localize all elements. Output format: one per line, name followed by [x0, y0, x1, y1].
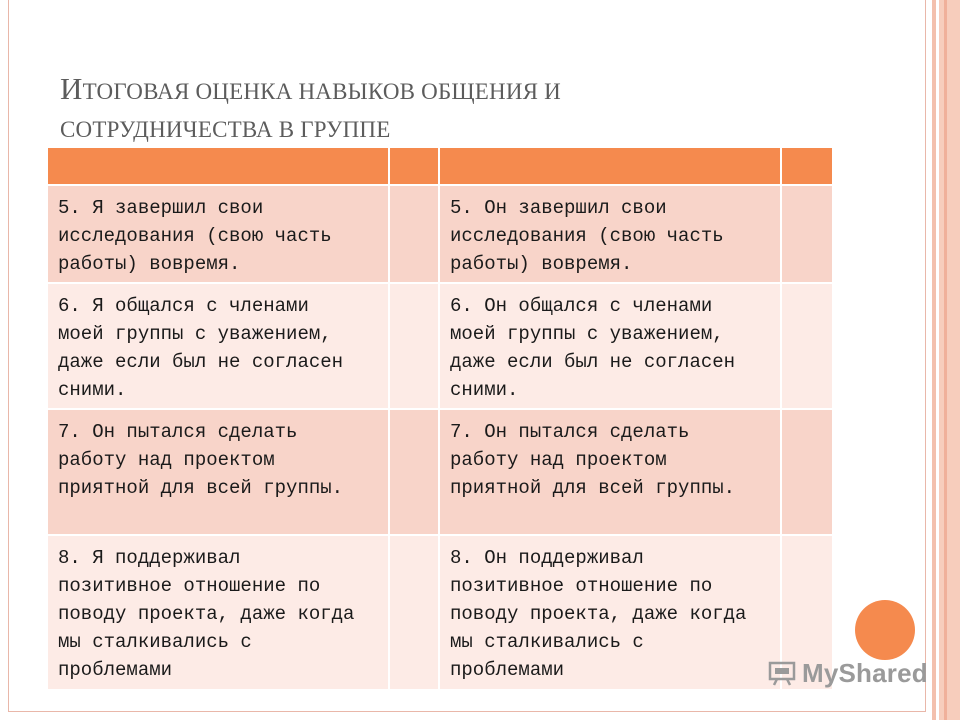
decorative-stripe [932, 0, 936, 720]
table-row [48, 410, 832, 536]
self-assessment-text: 5. Я завершил свои исследования (свою часть работы) вовремя. [58, 197, 332, 275]
self-assessment-cell [48, 410, 390, 534]
assessment-table [48, 148, 832, 691]
peer-score-cell[interactable] [782, 186, 832, 282]
peer-score-cell[interactable] [782, 410, 832, 534]
table-header-row [48, 148, 832, 186]
peer-score-cell[interactable] [782, 284, 832, 408]
self-assessment-cell [48, 284, 390, 408]
self-assessment-text: 8. Я поддерживал позитивное отношение по поводу проекта, даже когда мы сталкивались с проблемами [58, 547, 355, 681]
decorative-circle [855, 600, 915, 660]
self-assessment-text: 7. Он пытался сделать работу над проектом приятной для всей группы. [58, 421, 344, 499]
title-initial: И [60, 71, 83, 106]
peer-assessment-text: 5. Он завершил свои исследования (свою часть работы) вовремя. [450, 197, 724, 275]
decorative-stripe [944, 0, 947, 720]
watermark-text: MyShared [802, 657, 928, 688]
peer-assessment-text: 7. Он пытался сделать работу над проектом приятной для всей группы. [450, 421, 736, 499]
watermark-logo [768, 656, 928, 690]
peer-assessment-text: 8. Он поддерживал позитивное отношение по поводу проекта, даже когда мы сталкивались с проблемами [450, 547, 747, 681]
header-cell [48, 148, 390, 184]
title-rest: ТОГОВАЯ ОЦЕНКА НАВЫКОВ ОБЩЕНИЯ И СОТРУДНИЧЕСТВА В ГРУППЕ [60, 79, 561, 142]
peer-assessment-cell [440, 410, 782, 534]
table-row [48, 536, 832, 691]
table-row [48, 284, 832, 410]
self-score-cell[interactable] [390, 536, 440, 689]
self-score-cell[interactable] [390, 410, 440, 534]
slide-title [60, 70, 740, 149]
decorative-stripe [939, 0, 960, 720]
self-assessment-cell [48, 186, 390, 282]
peer-assessment-cell [440, 284, 782, 408]
self-assessment-text: 6. Я общался с членами моей группы с уважением, даже если был не согласен сними. [58, 295, 344, 401]
peer-assessment-cell [440, 536, 782, 689]
self-score-cell[interactable] [390, 284, 440, 408]
header-cell [440, 148, 782, 184]
table-row [48, 186, 832, 284]
peer-assessment-text: 6. Он общался с членами моей группы с уважением, даже если был не согласен сними. [450, 295, 736, 401]
presentation-icon [768, 659, 796, 687]
header-cell [782, 148, 832, 184]
header-cell [390, 148, 440, 184]
self-score-cell[interactable] [390, 186, 440, 282]
self-assessment-cell [48, 536, 390, 689]
peer-assessment-cell [440, 186, 782, 282]
